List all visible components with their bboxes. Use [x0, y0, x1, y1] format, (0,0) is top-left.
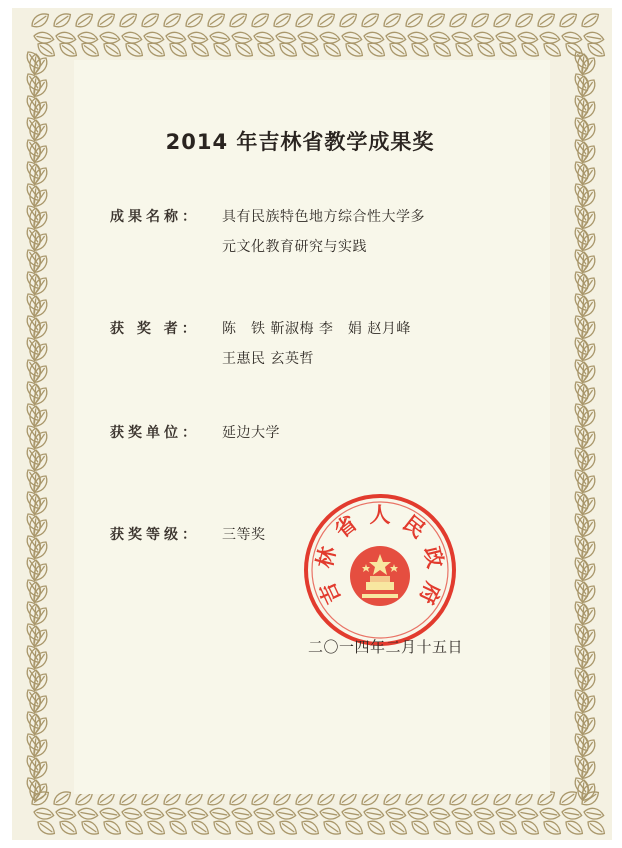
border-leaf-icon	[73, 10, 95, 30]
border-leaf-icon	[167, 818, 189, 838]
field-label-award-level: 获奖等级：	[110, 527, 200, 543]
border-leaf-icon	[121, 31, 143, 45]
border-leaf-icon	[231, 31, 253, 45]
border-leaf-icon	[99, 807, 121, 821]
border-leaf-icon	[143, 807, 165, 821]
border-leaf-icon	[431, 818, 453, 838]
field-value-achievement-name-line2: 元文化教育研究与实践	[222, 239, 367, 255]
seal-character: 省	[330, 510, 362, 543]
border-leaf-icon	[557, 788, 579, 808]
border-leaf-icon	[563, 818, 585, 838]
seal-character: 府	[414, 578, 446, 608]
border-leaf-icon	[161, 10, 183, 30]
border-leaf-icon	[293, 10, 315, 30]
field-label-achievement-name: 成果名称：	[110, 209, 200, 225]
border-leaf-icon	[187, 31, 209, 45]
border-leaf-icon	[33, 31, 55, 45]
border-leaf-icon	[205, 10, 227, 30]
border-leaf-icon	[321, 818, 343, 838]
border-leaf-icon	[57, 818, 79, 838]
seal-character: 吉	[314, 578, 346, 608]
border-leaf-icon	[381, 10, 403, 30]
border-leaf-icon	[297, 807, 319, 821]
border-leaf-icon	[55, 31, 77, 45]
border-leaf-icon	[77, 807, 99, 821]
border-leaf-icon	[385, 807, 407, 821]
border-leaf-icon	[51, 10, 73, 30]
border-leaf-icon	[165, 807, 187, 821]
border-leaf-icon	[407, 807, 429, 821]
border-leaf-icon	[539, 31, 561, 45]
border-leaf-icon	[255, 818, 277, 838]
border-leaf-icon	[99, 31, 121, 45]
border-leaf-icon	[385, 31, 407, 45]
border-leaf-icon	[123, 818, 145, 838]
border-leaf-icon	[183, 10, 205, 30]
border-leaf-icon	[473, 807, 495, 821]
border-leaf-icon	[209, 807, 231, 821]
field-value-awardees-line1: 陈 铁 靳淑梅 李 娟 赵月峰	[222, 321, 411, 337]
border-leaf-icon	[425, 10, 447, 30]
border-leaf-icon	[51, 788, 73, 808]
national-emblem-icon	[350, 546, 410, 606]
seal-character: 人	[369, 503, 391, 527]
border-leaf-icon	[365, 818, 387, 838]
border-leaf-icon	[117, 10, 139, 30]
border-leaf-icon	[337, 10, 359, 30]
border-leaf-icon	[535, 10, 557, 30]
border-leaf-icon	[451, 807, 473, 821]
border-leaf-icon	[227, 10, 249, 30]
border-leaf-icon	[121, 807, 143, 821]
issue-date: 二〇一四年二月十五日	[308, 638, 464, 656]
border-leaf-icon	[95, 10, 117, 30]
border-leaf-icon	[79, 818, 101, 838]
field-value-award-unit: 延边大学	[222, 425, 280, 441]
border-leaf-icon	[277, 818, 299, 838]
border-leaf-icon	[539, 807, 561, 821]
border-leaf-icon	[491, 10, 513, 30]
border-leaf-icon	[517, 31, 539, 45]
border-leaf-icon	[475, 818, 497, 838]
border-leaf-icon	[583, 807, 605, 821]
border-leaf-icon	[55, 807, 77, 821]
border-leaf-icon	[315, 10, 337, 30]
field-value-awardees-line2: 王惠民 玄英哲	[222, 351, 314, 367]
border-leaf-icon	[253, 31, 275, 45]
border-leaf-icon	[145, 818, 167, 838]
border-leaf-icon	[363, 807, 385, 821]
border-leaf-icon	[409, 818, 431, 838]
border-leaf-icon	[341, 807, 363, 821]
border-leaf-icon	[453, 818, 475, 838]
border-leaf-icon	[319, 807, 341, 821]
border-leaf-icon	[359, 10, 381, 30]
border-leaf-icon	[585, 818, 607, 838]
border-leaf-icon	[299, 818, 321, 838]
border-leaf-icon	[275, 31, 297, 45]
border-leaf-icon	[519, 818, 541, 838]
border-leaf-icon	[77, 31, 99, 45]
border-leaf-icon	[387, 818, 409, 838]
border-leaf-icon	[495, 807, 517, 821]
seal-character: 民	[398, 510, 430, 543]
border-leaf-icon	[497, 818, 519, 838]
border-leaf-icon	[231, 807, 253, 821]
border-leaf-icon	[319, 31, 341, 45]
border-leaf-icon	[139, 10, 161, 30]
border-leaf-icon	[579, 10, 601, 30]
border-leaf-icon	[249, 10, 271, 30]
border-leaf-icon	[541, 818, 563, 838]
border-leaf-icon	[343, 818, 365, 838]
border-leaf-icon	[233, 818, 255, 838]
border-leaf-icon	[209, 31, 231, 45]
border-leaf-icon	[451, 31, 473, 45]
border-leaf-icon	[189, 818, 211, 838]
border-leaf-icon	[271, 10, 293, 30]
field-label-awardees: 获 奖 者：	[110, 321, 200, 337]
border-leaf-icon	[513, 10, 535, 30]
border-leaf-icon	[447, 10, 469, 30]
field-value-achievement-name-line1: 具有民族特色地方综合性大学多	[222, 209, 425, 225]
border-leaf-icon	[561, 31, 583, 45]
border-leaf-icon	[29, 10, 51, 30]
border-leaf-icon	[275, 807, 297, 821]
border-leaf-icon	[429, 31, 451, 45]
border-leaf-icon	[363, 31, 385, 45]
border-leaf-icon	[583, 31, 605, 45]
border-leaf-icon	[429, 807, 451, 821]
official-seal	[300, 490, 460, 650]
seal-character: 林	[312, 544, 341, 571]
field-value-award-level: 三等奖	[222, 527, 266, 543]
border-leaf-icon	[407, 31, 429, 45]
border-leaf-icon	[469, 10, 491, 30]
border-leaf-icon	[211, 818, 233, 838]
border-leaf-icon	[33, 807, 55, 821]
border-leaf-icon	[253, 807, 275, 821]
border-leaf-icon	[101, 818, 123, 838]
border-leaf-icon	[517, 807, 539, 821]
border-leaf-icon	[35, 818, 57, 838]
border-leaf-icon	[165, 31, 187, 45]
border-leaf-icon	[341, 31, 363, 45]
field-label-award-unit: 获奖单位：	[110, 425, 200, 441]
border-leaf-icon	[495, 31, 517, 45]
border-leaf-icon	[143, 31, 165, 45]
border-leaf-icon	[403, 10, 425, 30]
border-leaf-icon	[473, 31, 495, 45]
border-leaf-icon	[187, 807, 209, 821]
border-leaf-icon	[561, 807, 583, 821]
border-leaf-icon	[297, 31, 319, 45]
certificate-title: 2014 年吉林省教学成果奖	[165, 130, 435, 154]
border-leaf-icon	[557, 10, 579, 30]
seal-character: 政	[419, 544, 448, 571]
